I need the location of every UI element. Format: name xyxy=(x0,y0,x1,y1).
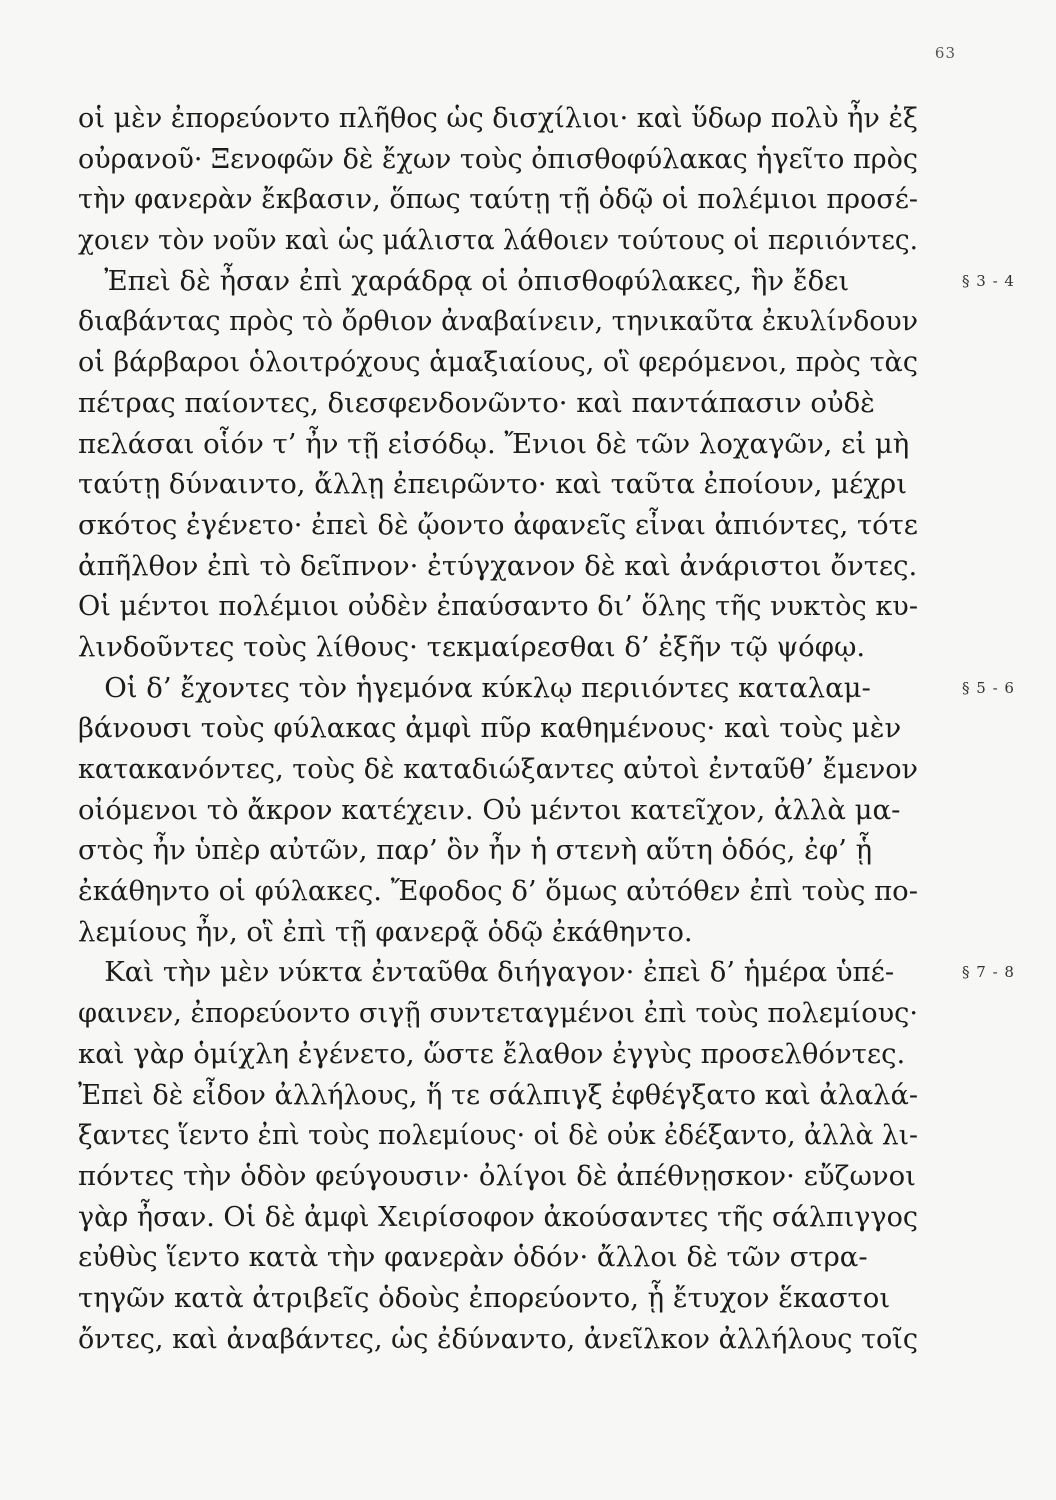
line-text: τηγῶν κατὰ ἀτριβεῖς ὁδοὺς ἐπορεύοντο, ᾗ ἔτυχον ἕκαστοι xyxy=(78,1281,891,1314)
line-text: λεμίους ἦν, οἳ ἐπὶ τῇ φανερᾷ ὁδῷ ἐκάθηντο. xyxy=(78,915,693,948)
section-marker: § 3 - 4 xyxy=(962,271,1015,290)
text-line xyxy=(78,708,938,749)
line-text: γὰρ ἦσαν. Οἱ δὲ ἀμφὶ Χειρίσοφον ἀκούσαντες τῆς σάλπιγγος xyxy=(78,1200,918,1233)
text-line xyxy=(78,1034,938,1075)
line-text: φαινεν, ἐπορεύοντο σιγῇ συντεταγμένοι ἐπὶ τοὺς πολεμίους· xyxy=(78,997,918,1030)
text-line xyxy=(78,301,938,342)
line-text: οἱ μὲν ἐπορεύοντο πλῆθος ὡς δισχίλιοι· καὶ ὕδωρ πολὺ ἦν ἐξ xyxy=(78,102,918,134)
text-line xyxy=(78,1237,938,1278)
text-line xyxy=(78,1278,938,1319)
text-line xyxy=(78,1115,938,1156)
line-text: ἐκάθηντο οἱ φύλακες. Ἔφοδος δ’ ὅμως αὐτόθεν ἐπὶ τοὺς πο- xyxy=(78,875,918,908)
text-line xyxy=(78,871,938,912)
text-line xyxy=(78,261,1015,302)
line-text: χοιεν τὸν νοῦν καὶ ὡς μάλιστα λάθοιεν τούτους οἱ περιιόντες. xyxy=(78,224,918,257)
text-line xyxy=(78,98,938,139)
text-line xyxy=(78,546,938,587)
text-line xyxy=(78,952,1015,993)
line-text: Ἐπεὶ δὲ ἦσαν ἐπὶ χαράδρᾳ οἱ ὀπισθοφύλακες, ἣν ἔδει xyxy=(78,264,850,297)
line-text: Ἐπεὶ δὲ εἶδον ἀλλήλους, ἥ τε σάλπιγξ ἐφθέγξατο καὶ ἀλαλά- xyxy=(78,1078,918,1111)
line-text: ἀπῆλθον ἐπὶ τὸ δεῖπνον· ἐτύγχανον δὲ καὶ ἀνάριστοι ὄντες. xyxy=(78,549,918,582)
text-line xyxy=(78,383,938,424)
line-text: οἱ βάρβαροι ὁλοιτρόχους ἁμαξιαίους, οἳ φερόμενοι, πρὸς τὰς xyxy=(78,346,918,379)
text-line xyxy=(78,1156,938,1197)
line-text: Καὶ τὴν μὲν νύκτα ἐνταῦθα διήγαγον· ἐπεὶ δ’ ἡμέρα ὑπέ- xyxy=(78,956,895,989)
line-text: πελάσαι οἷόν τ’ ἦν τῇ εἰσόδῳ. Ἔνιοι δὲ τῶν λοχαγῶν, εἰ μὴ xyxy=(78,427,910,460)
text-line xyxy=(78,179,938,220)
text-line xyxy=(78,668,1015,709)
page-number: 63 xyxy=(934,44,956,62)
text-line xyxy=(78,627,938,668)
text-line xyxy=(78,464,938,505)
line-text: Οἱ δ’ ἔχοντες τὸν ἡγεμόνα κύκλῳ περιιόντες καταλαμ- xyxy=(78,671,871,704)
text-line xyxy=(78,1319,938,1360)
line-text: πέτρας παίοντες, διεσφενδονῶντο· καὶ παντάπασιν οὐδὲ xyxy=(78,386,875,419)
line-text: ταύτῃ δύναιντο, ἄλλῃ ἐπειρῶντο· καὶ ταῦτα ἐποίουν, μέχρι xyxy=(78,468,908,501)
section-marker: § 7 - 8 xyxy=(962,963,1015,982)
line-text: σκότος ἐγένετο· ἐπεὶ δὲ ᾤοντο ἀφανεῖς εἶναι ἀπιόντες, τότε xyxy=(78,508,918,541)
line-text: διαβάντας πρὸς τὸ ὄρθιον ἀναβαίνειν, τηνικαῦτα ἐκυλίνδουν xyxy=(78,305,918,338)
text-line xyxy=(78,586,938,627)
line-text: οὐρανοῦ· Ξενοφῶν δὲ ἔχων τοὺς ὀπισθοφύλακας ἡγεῖτο πρὸς xyxy=(78,142,918,175)
line-text: ὄντες, καὶ ἀναβάντες, ὡς ἐδύναντο, ἀνεῖλκον ἀλλήλους τοῖς xyxy=(78,1322,918,1355)
text-line xyxy=(78,749,938,790)
line-text: εὐθὺς ἵεντο κατὰ τὴν φανερὰν ὁδόν· ἄλλοι δὲ τῶν στρα- xyxy=(78,1241,868,1274)
text-line xyxy=(78,993,938,1034)
text-line xyxy=(78,912,938,953)
line-text: καὶ γὰρ ὁμίχλη ἐγένετο, ὥστε ἔλαθον ἐγγὺς προσελθόντες. xyxy=(78,1037,906,1070)
line-text: ξαντες ἵεντο ἐπὶ τοὺς πολεμίους· οἱ δὲ οὐκ ἐδέξαντο, ἀλλὰ λι- xyxy=(78,1119,918,1152)
line-text: βάνουσι τοὺς φύλακας ἀμφὶ πῦρ καθημένους· καὶ τοὺς μὲν xyxy=(78,712,902,745)
text-line xyxy=(78,505,938,546)
text-line xyxy=(78,342,938,383)
line-text: στὸς ἦν ὑπὲρ αὐτῶν, παρ’ ὃν ἦν ἡ στενὴ αὕτη ὁδός, ἐφ’ ᾗ xyxy=(78,834,873,867)
text-line xyxy=(78,1075,938,1116)
text-line xyxy=(78,139,938,180)
line-text: τὴν φανερὰν ἔκβασιν, ὅπως ταύτῃ τῇ ὁδῷ οἱ πολέμιοι προσέ- xyxy=(78,183,918,216)
body-text xyxy=(78,98,1015,1359)
line-text: λινδοῦντες τοὺς λίθους· τεκμαίρεσθαι δ’ ἐξῆν τῷ ψόφῳ. xyxy=(78,630,866,663)
text-line xyxy=(78,1197,938,1238)
text-line xyxy=(78,830,938,871)
line-text: Οἱ μέντοι πολέμιοι οὐδὲν ἐπαύσαντο δι’ ὅλης τῆς νυκτὸς κυ- xyxy=(78,590,918,623)
line-text: κατακανόντες, τοὺς δὲ καταδιώξαντες αὐτοὶ ἐνταῦθ’ ἔμενον xyxy=(78,753,918,785)
line-text: πόντες τὴν ὁδὸν φεύγουσιν· ὀλίγοι δὲ ἀπέθνῃσκον· εὔζωνοι xyxy=(78,1159,916,1192)
line-text: οἰόμενοι τὸ ἄκρον κατέχειν. Οὐ μέντοι κατεῖχον, ἀλλὰ μα- xyxy=(78,793,901,826)
text-line xyxy=(78,424,938,465)
text-line xyxy=(78,790,938,831)
text-line xyxy=(78,220,938,261)
section-marker: § 5 - 6 xyxy=(962,678,1015,697)
